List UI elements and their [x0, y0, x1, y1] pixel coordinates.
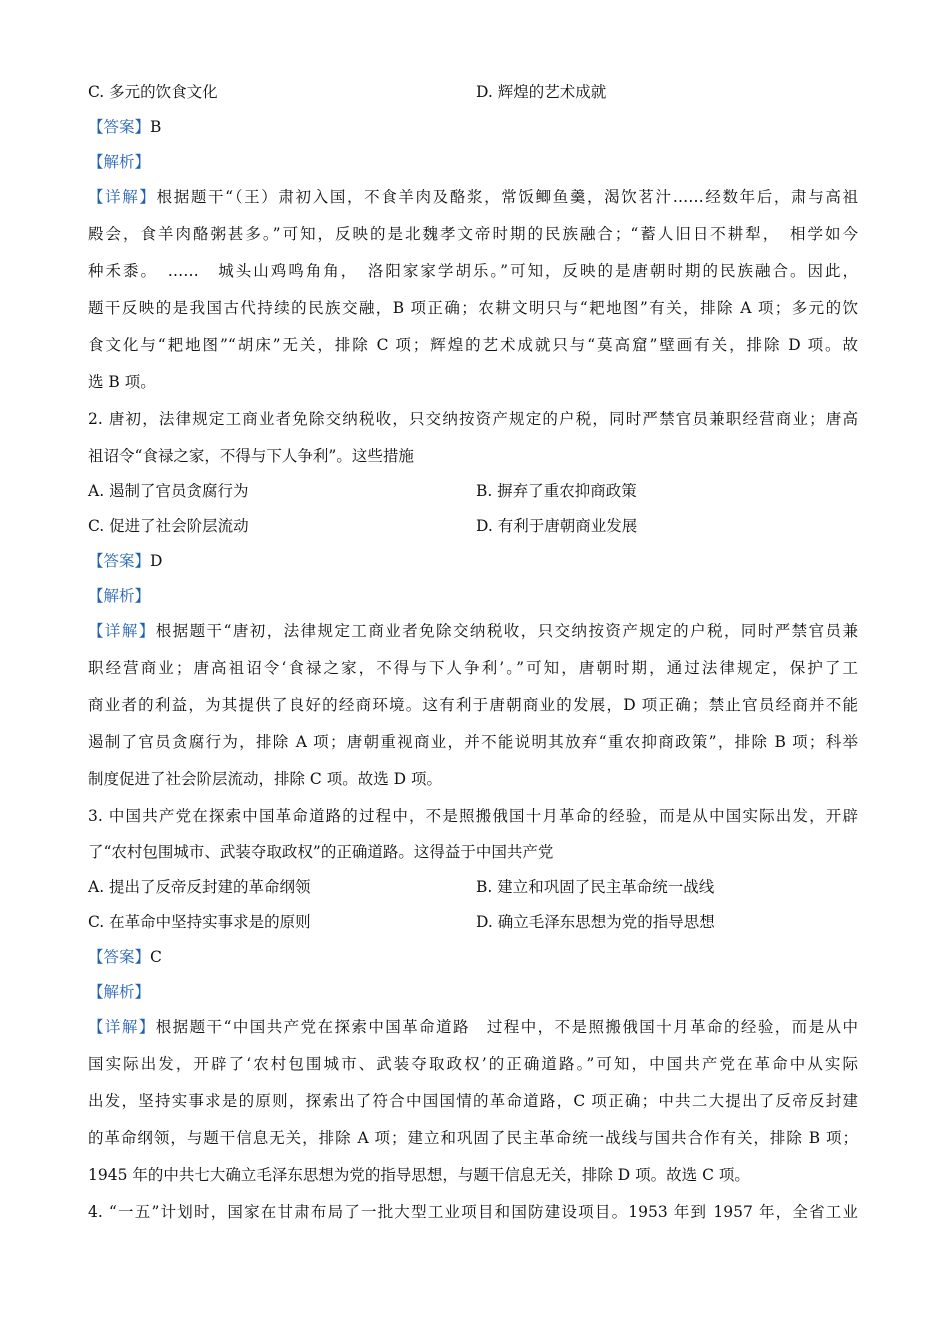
detail-line: 【详解】根据题干“中国共产党在探索中国革命道路 过程中，不是照搬俄国十月革命的经验，而是从中: [88, 1018, 858, 1036]
detail-line: 1945 年的中共七大确立毛泽东思想为党的指导思想，与题干信息无关，排除 D 项。故选 C 项。: [88, 1166, 750, 1184]
option-c: C. 在革命中坚持实事求是的原则: [88, 913, 311, 931]
detail-tag: 【详解】: [88, 1018, 156, 1036]
detail-line: 的革命纲领，与题干信息无关，排除 A 项；建立和巩固了民主革命统一战线与国共合作有关，排除 B 项；: [88, 1129, 858, 1147]
question-stem: 了“农村包围城市、武装夺取政权”的正确道路。这得益于中国共产党: [88, 843, 554, 861]
option-a: A. 遏制了官员贪腐行为: [88, 482, 249, 500]
detail-tag: 【详解】: [88, 188, 157, 206]
option-c: C. 多元的饮食文化: [88, 83, 218, 101]
detail-line: 食文化与“耙地图”“胡床”无关，排除 C 项；辉煌的艺术成就只与“莫高窟”壁画有关，排除 D 项。故: [88, 336, 858, 354]
answer-tag: 【答案】: [88, 948, 151, 966]
detail-line: 国实际出发，开辟了‘农村包围城市、武装夺取政权’的正确道路。”可知，中国共产党在革命中从实际: [88, 1055, 858, 1073]
option-d: D. 有利于唐朝商业发展: [476, 517, 638, 535]
detail-line: 遏制了官员贪腐行为，排除 A 项；唐朝重视商业，并不能说明其放弃“重农抑商政策”，排除 B 项；科举: [88, 733, 858, 751]
analysis-tag: 【解析】: [88, 153, 151, 171]
option-b: B. 摒弃了重农抑商政策: [476, 482, 637, 500]
detail-line: 职经营商业；唐高祖诏令‘食禄之家，不得与下人争利’。”可知，唐朝时期，通过法律规定，保护了工: [88, 659, 858, 677]
analysis-tag: 【解析】: [88, 983, 151, 1001]
analysis-tag: 【解析】: [88, 587, 151, 605]
answer-row: [88, 117, 161, 137]
detail-line: 殿会，食羊肉酪粥甚多。”可知，反映的是北魏孝文帝时期的民族融合；“蓄人旧日不耕犁， 相学如今: [88, 225, 858, 243]
detail-line: 商业者的利益，为其提供了良好的经商环境。这有利于唐朝商业的发展，D 项正确；禁止官员经商并不能: [88, 696, 858, 714]
detail-line: 题干反映的是我国古代持续的民族交融，B 项正确；农耕文明只与“耙地图”有关，排除 A 项；多元的饮: [88, 299, 858, 317]
option-a: A. 提出了反帝反封建的革命纲领: [88, 878, 311, 896]
question-stem: 3. 中国共产党在探索中国革命道路的过程中，不是照搬俄国十月革命的经验，而是从中国实际出发，开辟: [88, 807, 858, 825]
option-d: D. 辉煌的艺术成就: [476, 83, 607, 101]
detail-line: 种禾黍。 …… 城头山鸡鸣角角， 洛阳家家学胡乐。”可知，反映的是唐朝时期的民族融合。因此，: [88, 262, 858, 280]
option-c: C. 促进了社会阶层流动: [88, 517, 249, 535]
question-stem: 祖诏令“食禄之家，不得与下人争利”。这些措施: [88, 447, 414, 465]
option-d: D. 确立毛泽东思想为党的指导思想: [476, 913, 715, 931]
detail-tag: 【详解】: [88, 622, 156, 640]
answer-row: [88, 947, 162, 967]
option-b: B. 建立和巩固了民主革命统一战线: [476, 878, 715, 896]
detail-line: 选 B 项。: [88, 373, 156, 391]
answer-tag: 【答案】: [88, 118, 151, 136]
detail-line: 【详解】根据题干“（王）肃初入国，不食羊肉及酪浆，常饭鲫鱼羹，渴饮茗汁……经数年后，肃与高祖: [88, 188, 858, 206]
detail-line: 【详解】根据题干“唐初，法律规定工商业者免除交纳税收，只交纳按资产规定的户税，同时严禁官员兼: [88, 622, 858, 640]
detail-line: 出发，坚持实事求是的原则，探索出了符合中国国情的革命道路，C 项正确；中共二大提出了反帝反封建: [88, 1092, 858, 1110]
answer-value: D: [150, 552, 163, 570]
answer-value: B: [150, 118, 162, 136]
detail-line: 制度促进了社会阶层流动，排除 C 项。故选 D 项。: [88, 770, 442, 788]
answer-tag: 【答案】: [88, 552, 151, 570]
answer-value: C: [150, 948, 162, 966]
question-stem: 2. 唐初，法律规定工商业者免除交纳税收，只交纳按资产规定的户税，同时严禁官员兼职经营商业；唐高: [88, 410, 858, 428]
answer-row: [88, 551, 162, 571]
question-stem: 4. “一五”计划时，国家在甘肃布局了一批大型工业项目和国防建设项目。1953 年到 1957 年，全省工业: [88, 1203, 858, 1221]
